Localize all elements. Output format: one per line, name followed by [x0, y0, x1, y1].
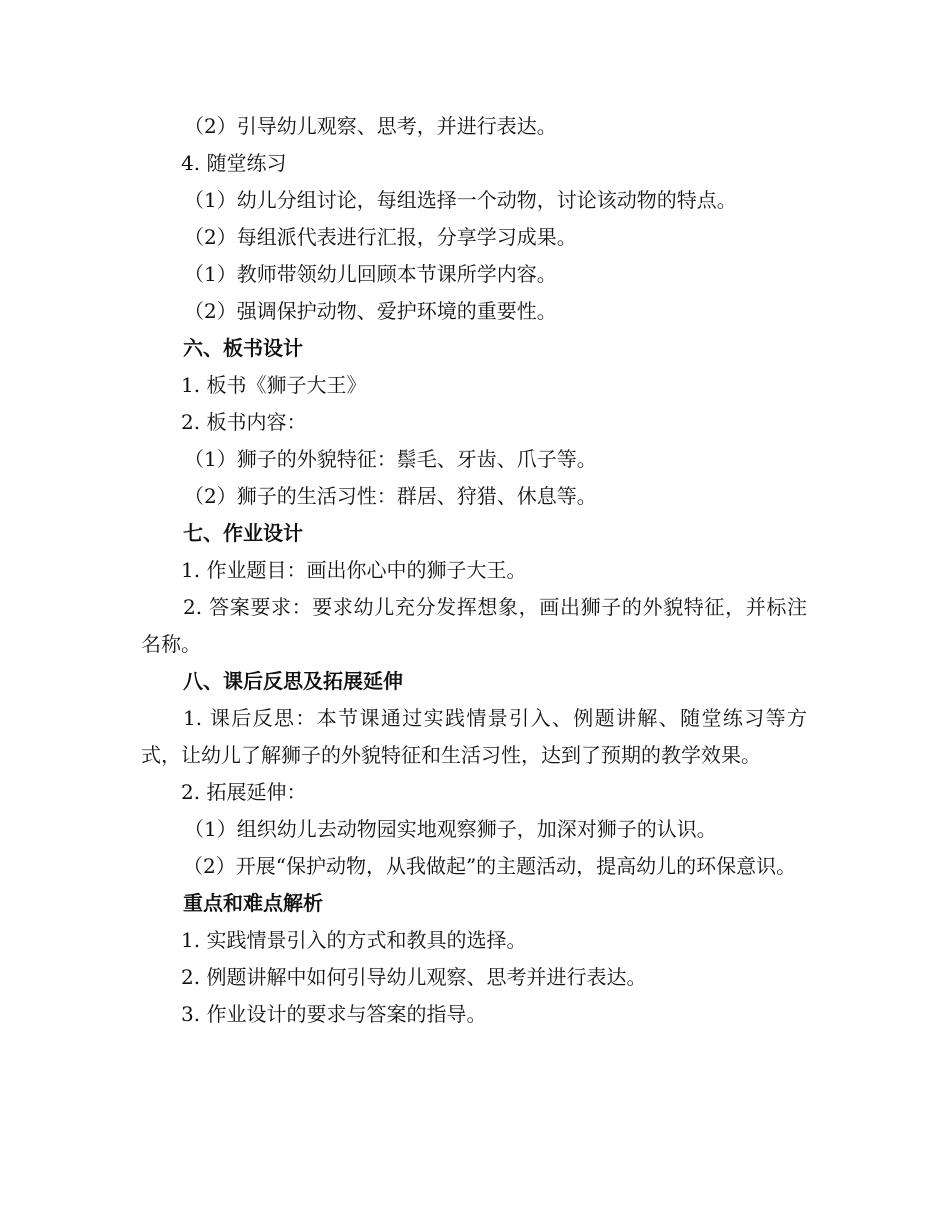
document-body: [141, 108, 807, 1033]
list-item: 1. 作业题目：画出你心中的狮子大王。: [181, 558, 527, 582]
list-item: 3. 作业设计的要求与答案的指导。: [181, 1002, 487, 1026]
list-item: 4. 随堂练习: [181, 151, 287, 175]
list-item: 2. 板书内容：: [181, 410, 307, 434]
list-item: （2）引导幼儿观察、思考，并进行表达。: [184, 114, 557, 138]
list-item: 1. 板书《狮子大王》: [181, 373, 367, 397]
list-item: （1）教师带领幼儿回顾本节课所学内容。: [184, 262, 557, 286]
list-item: （2）狮子的生活习性：群居、狩猎、休息等。: [184, 484, 597, 508]
paragraph: （2）开展“保护动物，从我做起”的主题活动，提高幼儿的环保意识。: [183, 854, 797, 878]
section-heading: 七、作业设计: [183, 521, 303, 545]
list-item: （2）强调保护动物、爱护环境的重要性。: [184, 299, 557, 323]
list-item: （1）幼儿分组讨论，每组选择一个动物，讨论该动物的特点。: [184, 188, 737, 212]
list-item: （2）每组派代表进行汇报，分享学习成果。: [184, 225, 577, 249]
list-item: 2. 拓展延伸：: [181, 780, 307, 804]
list-item: 2. 例题讲解中如何引导幼儿观察、思考并进行表达。: [181, 965, 647, 989]
list-item: 1. 实践情景引入的方式和教具的选择。: [181, 928, 527, 952]
list-item: （1）狮子的外貌特征：鬃毛、牙齿、爪子等。: [184, 447, 597, 471]
section-heading: 八、课后反思及拓展延伸: [183, 669, 403, 693]
paragraph: 2. 答案要求：要求幼儿充分发挥想象，画出狮子的外貌特征，并标注名称。: [141, 595, 807, 656]
list-item: （1）组织幼儿去动物园实地观察狮子，加深对狮子的认识。: [184, 817, 717, 841]
section-heading: 重点和难点解析: [183, 891, 323, 915]
section-heading: 六、板书设计: [183, 336, 303, 360]
paragraph: 1. 课后反思：本节课通过实践情景引入、例题讲解、随堂练习等方式，让幼儿了解狮子的外貌特征和生活习性，达到了预期的教学效果。: [141, 706, 807, 767]
